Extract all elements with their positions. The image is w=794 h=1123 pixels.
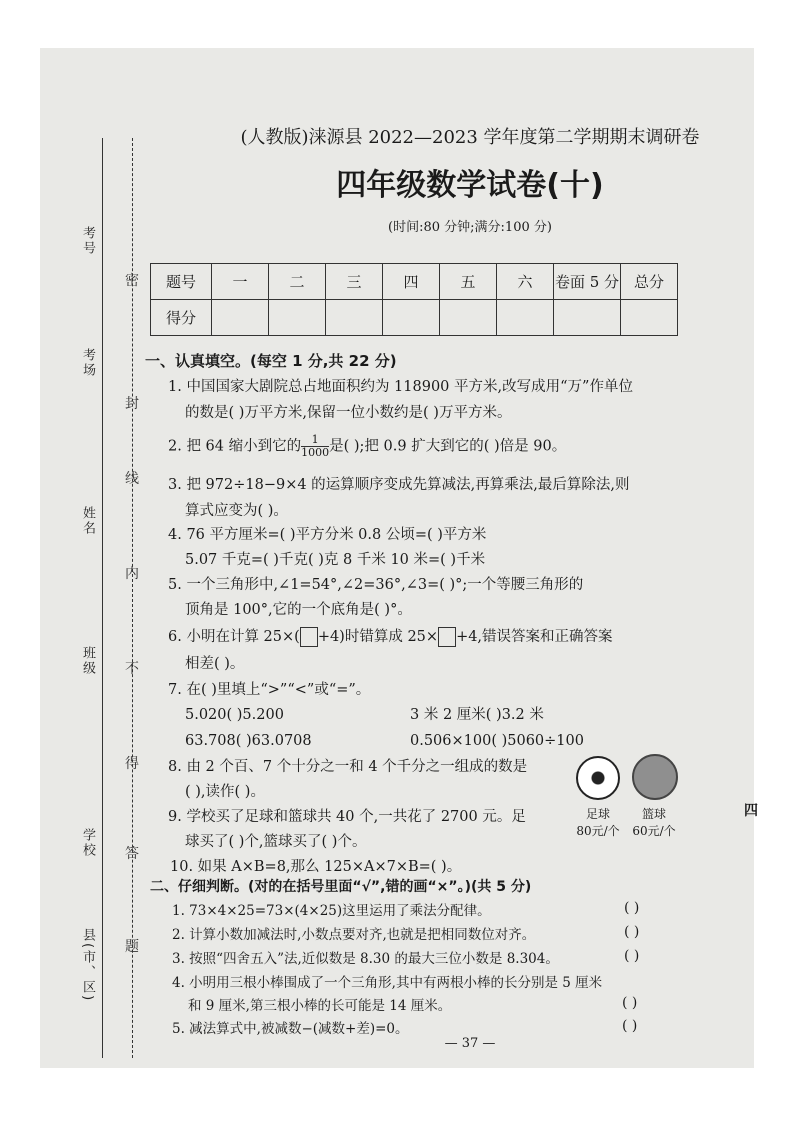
score-entry[interactable] — [440, 300, 497, 336]
field-name: 姓名 — [80, 506, 95, 536]
score-cell: 三 — [326, 264, 383, 300]
judge-item: 1. 73×4×25=73×(4×25)这里运用了乘法分配律。 — [172, 903, 491, 919]
score-cell: 二 — [269, 264, 326, 300]
judge-item: 和 9 厘米,第三根小棒的长可能是 14 厘米。 — [188, 998, 452, 1014]
judge-item: 3. 按照“四舍五入”法,近似数是 8.30 的最大三位小数是 8.304。 — [172, 951, 559, 967]
page-number: — 37 — — [444, 1036, 496, 1051]
seal-char: 答 — [125, 846, 139, 862]
question-line: 相差( )。 — [185, 656, 245, 672]
score-entry[interactable] — [212, 300, 269, 336]
judge-item: 4. 小明用三根小棒围成了一个三角形,其中有两根小棒的长分别是 5 厘米 — [172, 975, 603, 991]
question-line: 4. 76 平方厘米=( )平方分米 0.8 公顷=( )平方米 — [168, 527, 487, 543]
question-line: 3. 把 972÷18−9×4 的运算顺序变成先算减法,再算乘法,最后算除法,则 — [168, 477, 630, 493]
question-line: 8. 由 2 个百、7 个十分之一和 4 个千分之一组成的数是 — [168, 759, 528, 775]
seal-char: 不 — [125, 661, 139, 677]
question-text: 是( );把 0.9 扩大到它的( )倍是 90。 — [329, 438, 567, 455]
question-line: 算式应变为( )。 — [185, 503, 288, 519]
score-table — [150, 263, 678, 336]
score-cell: 题号 — [151, 264, 212, 300]
answer-paren[interactable]: ( ) — [624, 948, 640, 964]
exam-title: 四年级数学试卷(十) — [336, 168, 604, 203]
score-cell: 四 — [383, 264, 440, 300]
basketball-label: 篮球 — [641, 807, 666, 821]
score-cell: 六 — [497, 264, 554, 300]
question-line: 5.07 千克=( )千克( )克 8 千米 10 米=( )千米 — [185, 552, 486, 568]
question-line: 9. 学校买了足球和篮球共 40 个,一共花了 2700 元。足 — [168, 809, 526, 825]
question-line: 7. 在( )里填上“>”“<”或“=”。 — [168, 682, 371, 698]
fraction — [301, 434, 329, 459]
question-line: 球买了( )个,篮球买了( )个。 — [185, 834, 367, 850]
seal-char: 线 — [125, 471, 139, 487]
score-entry[interactable] — [554, 300, 621, 336]
compare-item: 63.708( )63.0708 — [185, 733, 312, 749]
judge-item: 5. 减法算式中,被减数−(减数+差)=0。 — [172, 1021, 409, 1037]
compare-item: 3 米 2 厘米( )3.2 米 — [410, 707, 544, 723]
score-header-row — [151, 264, 678, 300]
compare-item: 0.506×100( )5060÷100 — [410, 733, 584, 749]
seal-char: 密 — [125, 273, 139, 289]
blank-box[interactable] — [300, 627, 318, 647]
field-school: 学校 — [80, 828, 95, 858]
score-input-row — [151, 300, 678, 336]
exam-time: (时间:80 分钟;满分:100 分) — [388, 220, 552, 235]
compare-item: 5.020( )5.200 — [185, 707, 284, 723]
question-line: 1. 中国国家大剧院总占地面积约为 118900 平方米,改写成用“万”作单位 — [168, 379, 633, 395]
answer-paren[interactable]: ( ) — [624, 924, 640, 940]
question-line: ( ),读作( )。 — [185, 784, 265, 800]
section1-heading: 一、认真填空。(每空 1 分,共 22 分) — [145, 352, 397, 370]
answer-paren[interactable]: ( ) — [622, 995, 638, 1011]
soccer-ball-price: 80元/个 — [576, 824, 620, 838]
question-text: +4)时错算成 25× — [317, 629, 439, 645]
basketball-icon — [632, 754, 678, 800]
seal-char: 得 — [125, 756, 139, 772]
score-entry[interactable] — [269, 300, 326, 336]
fraction-numerator: 1 — [301, 434, 329, 447]
seal-char: 内 — [125, 566, 139, 582]
answer-paren[interactable]: ( ) — [622, 1018, 638, 1034]
binding-line — [102, 138, 103, 1058]
field-county: 县(市、区) — [80, 928, 95, 1003]
field-exam-room: 考场 — [80, 348, 95, 378]
exam-paper — [40, 48, 754, 1068]
score-cell: 五 — [440, 264, 497, 300]
question-text: 2. 把 64 缩小到它的 — [168, 438, 302, 455]
field-exam-number: 考号 — [80, 226, 95, 256]
question-text: 6. 小明在计算 25×( — [168, 629, 300, 645]
question-line-fraction — [168, 434, 566, 459]
section2-heading: 二、仔细判断。(对的在括号里面“√”,错的画“×”。)(共 5 分) — [150, 879, 532, 895]
edge-mark: 四 — [744, 803, 758, 819]
question-text: +4,错误答案和正确答案 — [456, 629, 613, 645]
score-cell: 一 — [212, 264, 269, 300]
question-line-boxes — [168, 626, 613, 648]
seal-char: 题 — [125, 939, 139, 955]
seal-char: 封 — [125, 396, 139, 412]
score-entry[interactable] — [497, 300, 554, 336]
question-line: 的数是( )万平方米,保留一位小数约是( )万平方米。 — [185, 405, 512, 421]
score-entry[interactable] — [621, 300, 678, 336]
score-cell: 得分 — [151, 300, 212, 336]
answer-paren[interactable]: ( ) — [624, 900, 640, 916]
score-entry[interactable] — [326, 300, 383, 336]
question-line: 10. 如果 A×B=8,那么 125×A×7×B=( )。 — [170, 859, 462, 875]
question-line: 5. 一个三角形中,∠1=54°,∠2=36°,∠3=( )°;一个等腰三角形的 — [168, 577, 584, 593]
judge-item: 2. 计算小数加减法时,小数点要对齐,也就是把相同数位对齐。 — [172, 927, 536, 943]
blank-box[interactable] — [438, 627, 456, 647]
score-cell: 总分 — [621, 264, 678, 300]
basketball-price: 60元/个 — [632, 824, 676, 838]
score-cell: 卷面 5 分 — [554, 264, 621, 300]
score-entry[interactable] — [383, 300, 440, 336]
soccer-ball-icon — [576, 756, 620, 800]
question-line: 顶角是 100°,它的一个底角是( )°。 — [185, 602, 412, 618]
field-class: 班级 — [80, 646, 95, 676]
fraction-denominator: 1000 — [301, 446, 330, 459]
exam-subtitle: (人教版)涞源县 2022—2023 学年度第二学期期末调研卷 — [240, 127, 700, 148]
soccer-ball-label: 足球 — [585, 807, 610, 821]
